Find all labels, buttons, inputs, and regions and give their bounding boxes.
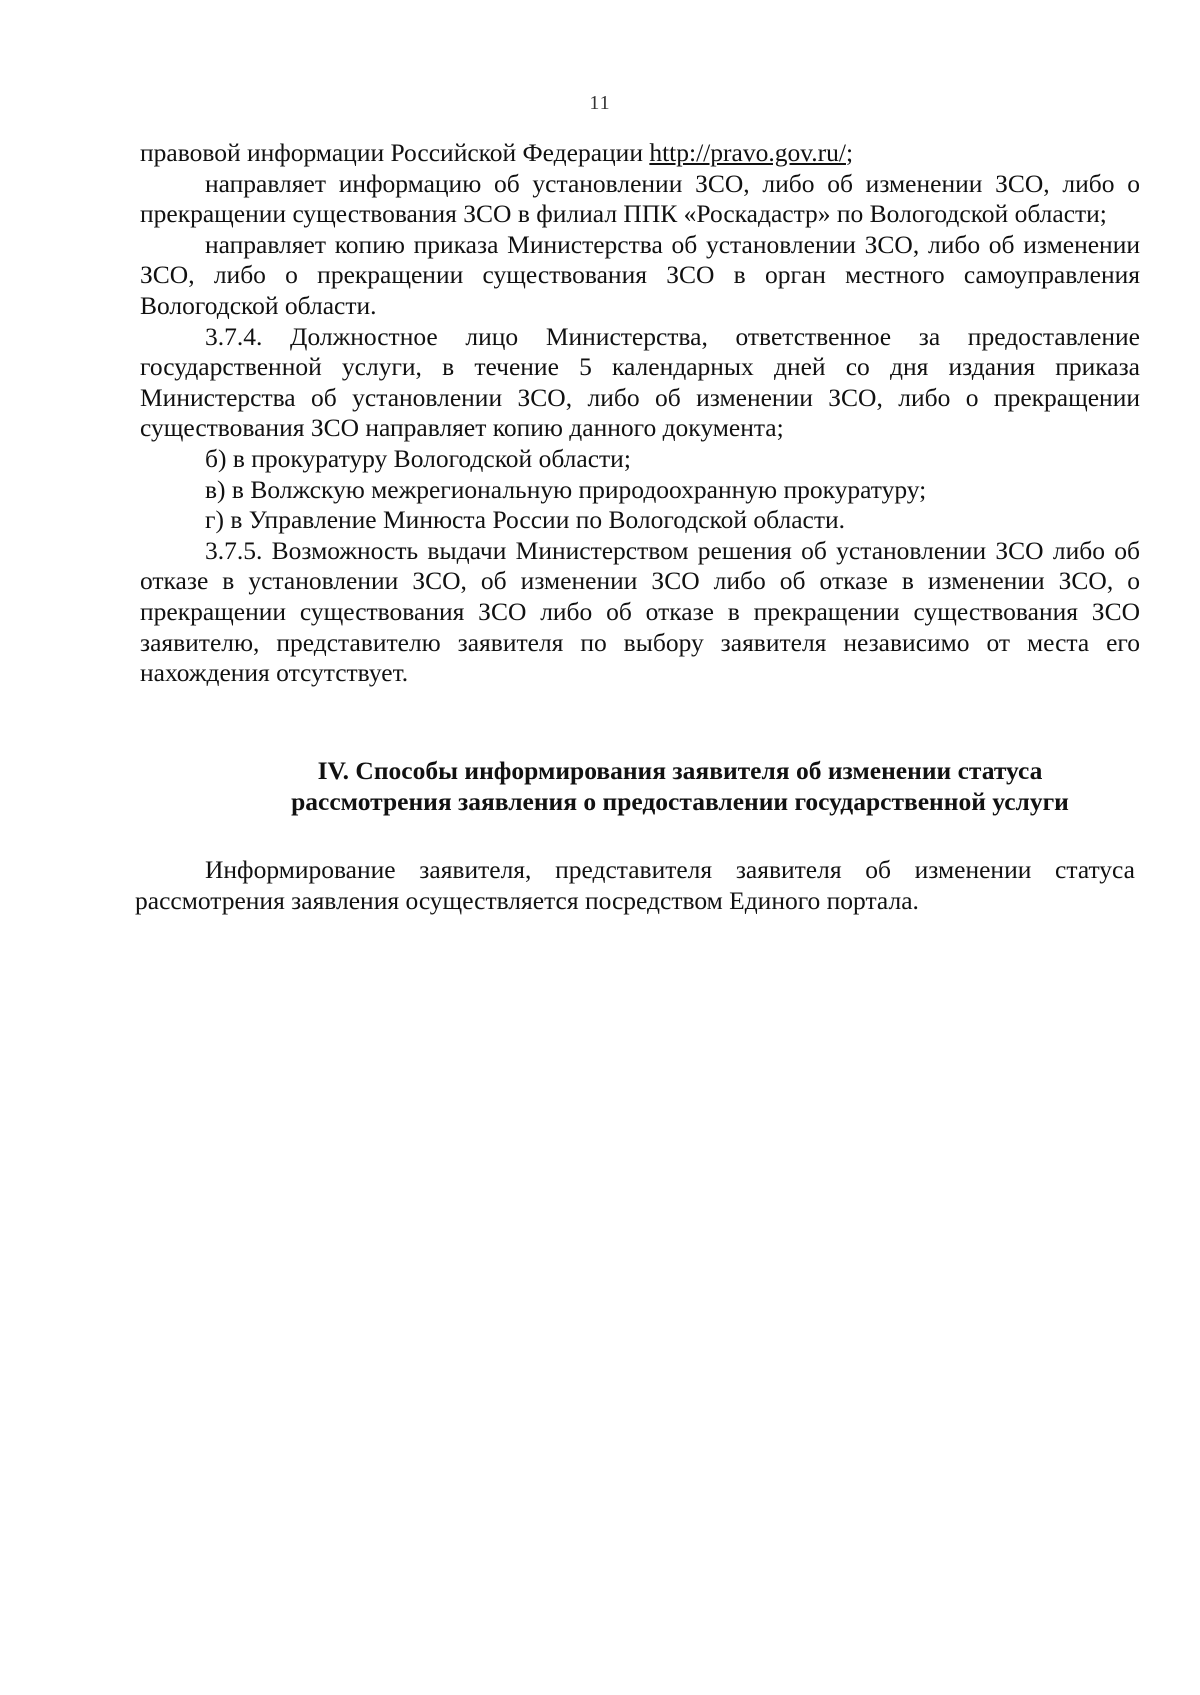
pravo-gov-link[interactable]: http://pravo.gov.ru/: [649, 138, 846, 167]
section-heading-line-2: рассмотрения заявления о предоставлении государственной услуги: [291, 787, 1069, 816]
paragraph-1-text: правовой информации Российской Федерации: [140, 138, 650, 167]
list-item-g: г) в Управление Минюста России по Вологодской области.: [205, 505, 846, 535]
paragraph-2: направляет информацию об установлении ЗСО, либо об изменении ЗСО, либо о прекращении существования ЗСО в филиал ППК «Роскадастр» по Вологодской области;: [140, 168, 1140, 229]
paragraph-3: направляет копию приказа Министерства об установлении ЗСО, либо об изменении ЗСО, либо о прекращении существования ЗСО в орган местного самоуправления Вологодской области.: [140, 229, 1140, 320]
paragraph-1: [140, 138, 1140, 169]
paragraph-1-end: ;: [846, 138, 854, 167]
section-heading: [140, 755, 1140, 817]
final-text: [135, 855, 1135, 916]
final-paragraph: Информирование заявителя, представителя заявителя об изменении статуса рассмотрения заявления осуществляется посредством Единого портала.: [135, 855, 1135, 915]
section-heading-line-1: IV. Способы информирования заявителя об изменении статуса: [317, 756, 1043, 785]
list-item-v: в) в Волжскую межрегиональную природоохранную прокуратуру;: [205, 474, 927, 504]
page-number: 11: [589, 92, 611, 114]
paragraph-3-7-4: 3.7.4. Должностное лицо Министерства, ответственное за предоставление государственной услуги, в течение 5 календарных дней со дня издания приказа Министерства об установлении ЗСО, либо об изменении ЗСО, либо о прекращении существования ЗСО направляет копию данного документа;: [140, 321, 1140, 443]
body-text: [140, 138, 1140, 689]
paragraph-3-7-5: 3.7.5. Возможность выдачи Министерством решения об установлении ЗСО либо об отказе в установлении ЗСО, об изменении ЗСО либо об отказе в изменении ЗСО, о прекращении существования ЗСО либо об отказе в прекращении существования ЗСО заявителю, представителю заявителя по выбору заявителя независимо от места его нахождения отсутствует.: [140, 535, 1140, 688]
list-item-b: б) в прокуратуру Вологодской области;: [205, 443, 631, 473]
